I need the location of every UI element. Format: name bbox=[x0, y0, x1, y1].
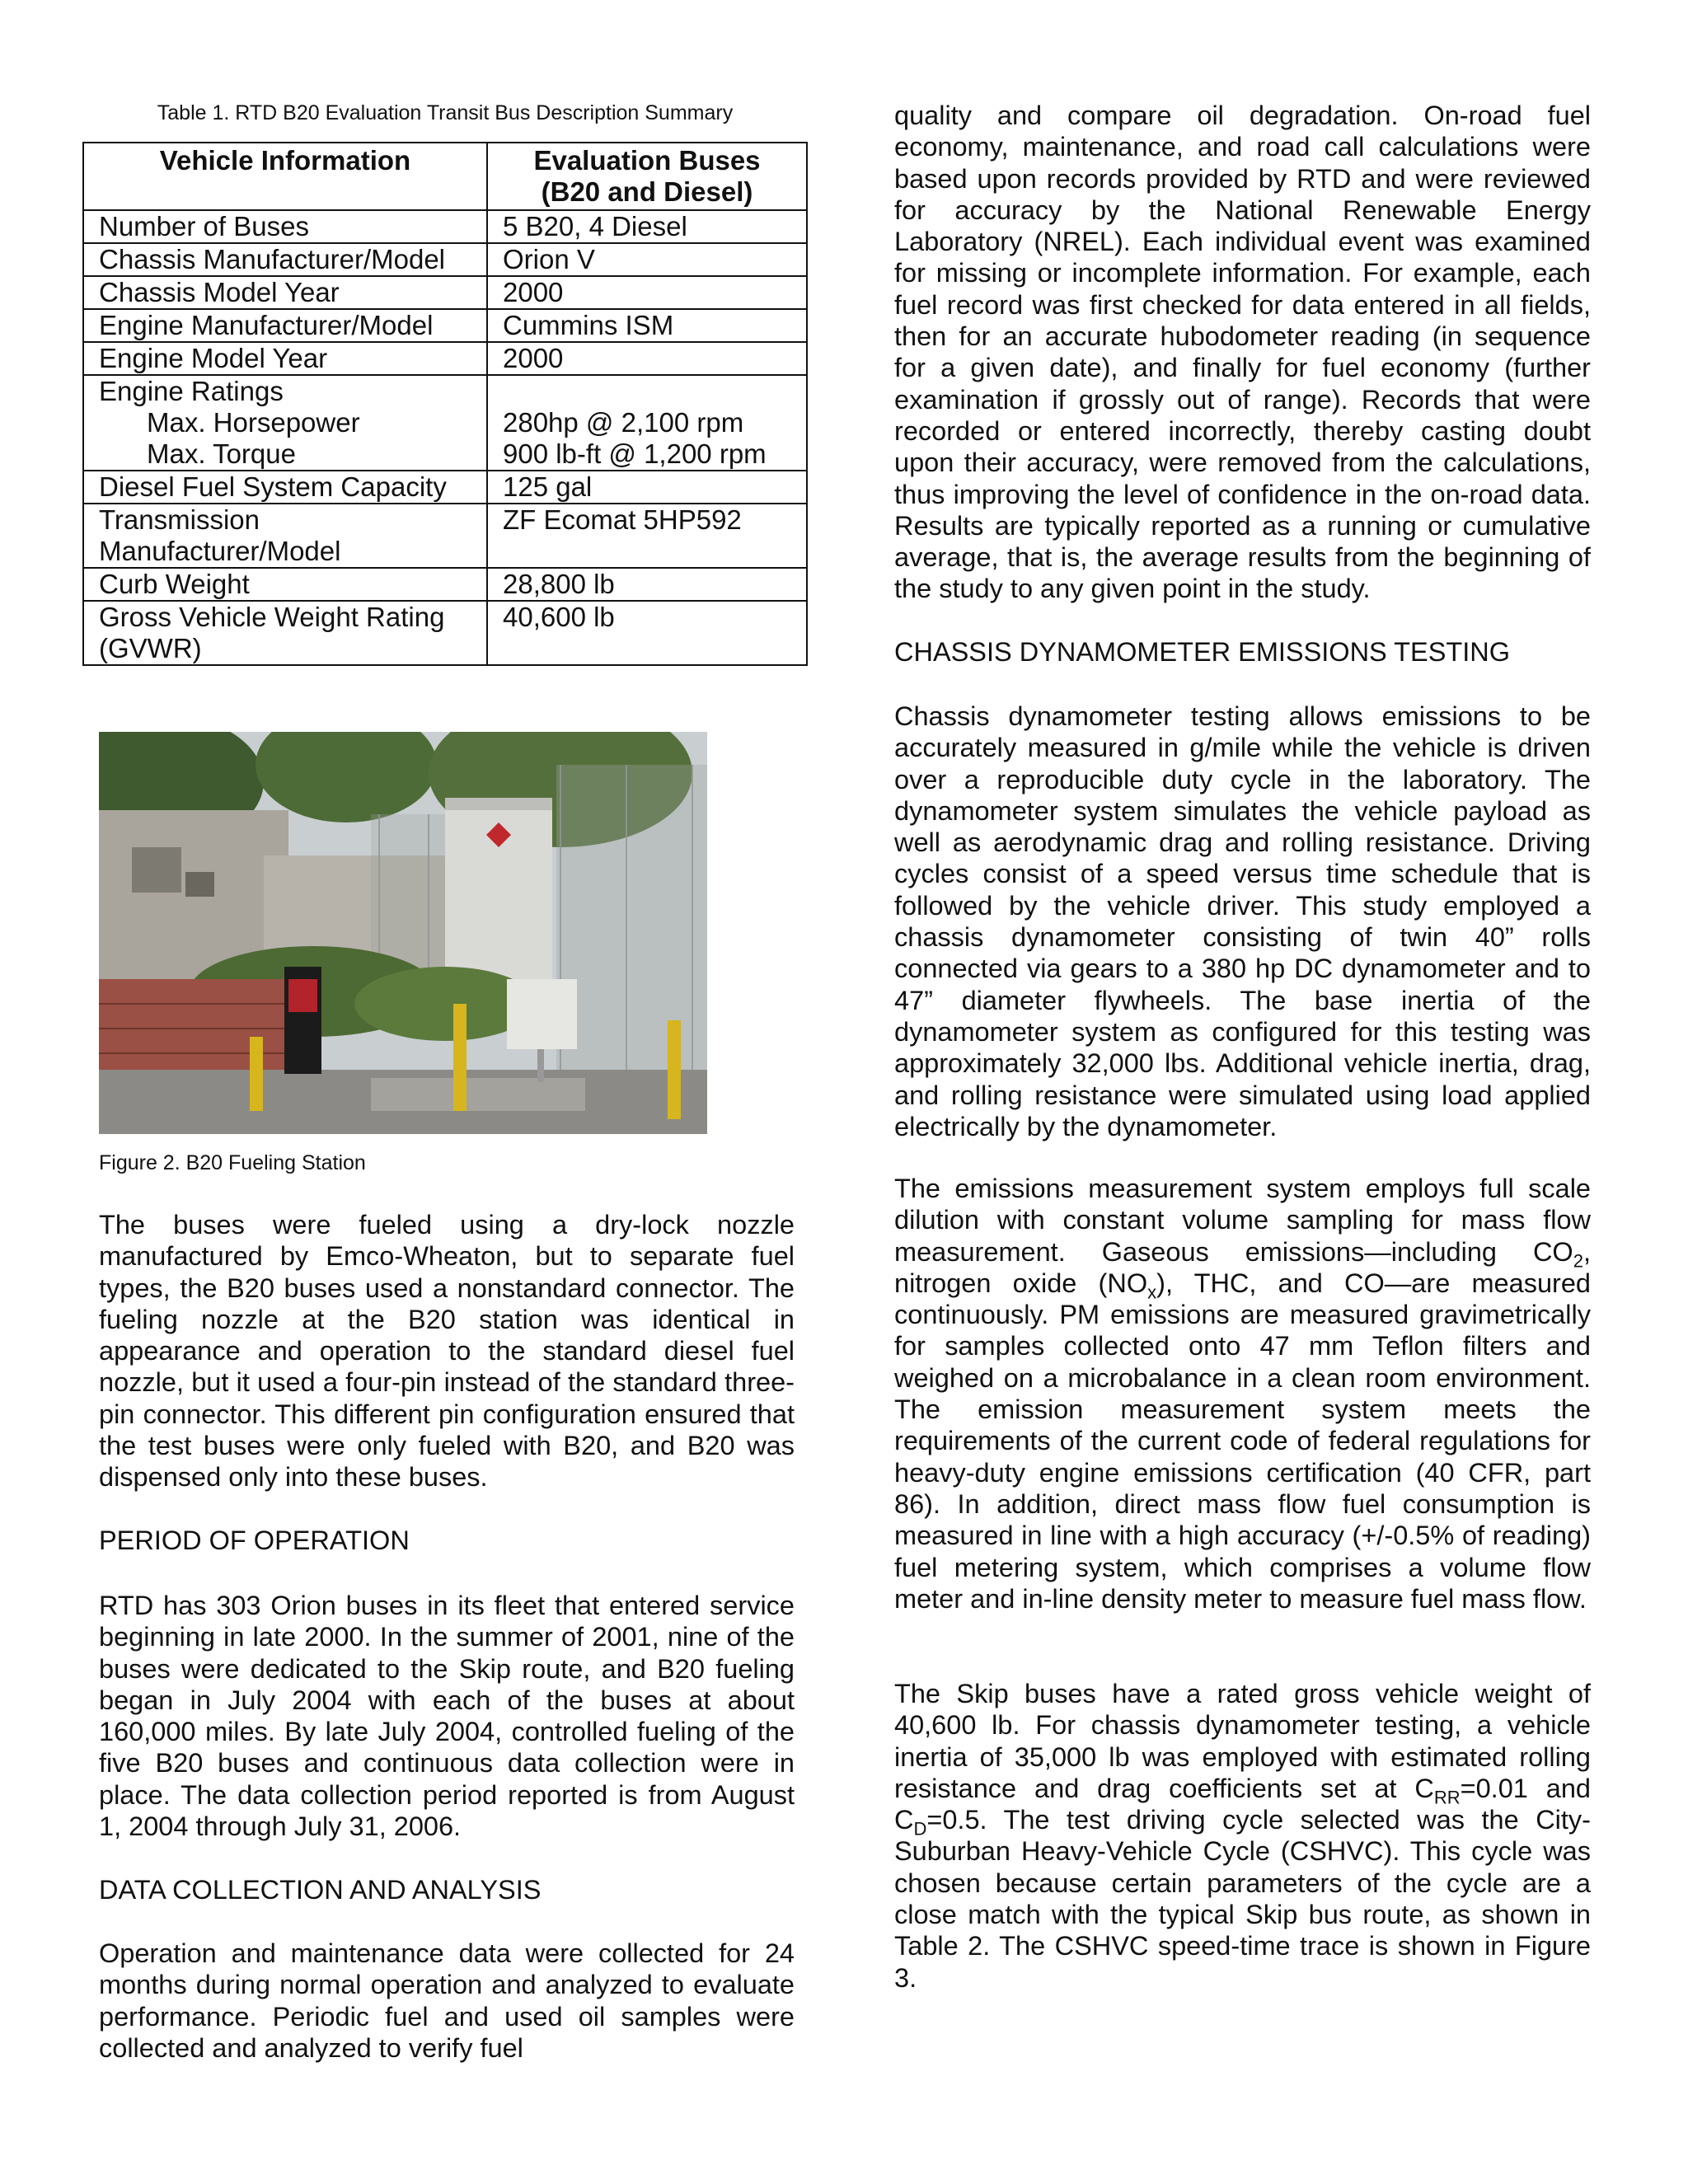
skip-text-a: The Skip buses have a rated gross vehicle weight of 40,600 lb. For chassis dynamometer testing, a vehicle inertia of 35,000 lb was employed with estimated rolling resistance and drag coefficients set at C bbox=[894, 1679, 1591, 1803]
table-cell-value: 125 gal bbox=[487, 471, 807, 504]
section-heading-dynamometer: CHASSIS DYNAMOMETER EMISSIONS TESTING bbox=[894, 637, 1511, 667]
table-header-cell: Evaluation Buses (B20 and Diesel) bbox=[487, 143, 807, 210]
table-cell-value: 40,600 lb bbox=[487, 601, 807, 665]
table-row bbox=[83, 568, 807, 601]
table-cell-label: Chassis Model Year bbox=[83, 276, 487, 309]
table-cell-label: Curb Weight bbox=[83, 568, 487, 601]
emissions-text-b: , nitrogen oxide (NO bbox=[894, 1236, 1591, 1298]
vehicle-info-table bbox=[82, 142, 808, 666]
table-row bbox=[83, 601, 807, 665]
paragraph-dynamometer: Chassis dynamometer testing allows emissions to be accurately measured in g/mile while the vehicle is driven over a reproducible duty cycle in the laboratory. The dynamometer system simulates the vehicle payload as well as aerodynamic drag and rolling resistance. Driving cycles consist of a speed versus time schedule that is followed by the vehicle driver. This study employed a chassis dynamometer consisting of twin 40” rolls connected via gears to a 380 hp DC dynamometer and to 47” diameter flywheels. The base inertia of the dynamometer system as configured for this testing was approximately 32,000 lbs. Additional vehicle inertia, drag, and rolling resistance were simulated using load applied electrically by the dynamometer. bbox=[894, 701, 1591, 1141]
emissions-text-a: The emissions measurement system employs full scale dilution with constant volume sampling for mass flow measurement. Gaseous emissions—including CO bbox=[894, 1174, 1591, 1267]
table-cell-label: Diesel Fuel System Capacity bbox=[83, 471, 487, 504]
max-horsepower-label: Max. Horsepower bbox=[147, 407, 360, 438]
table-cell-label: Chassis Manufacturer/Model bbox=[83, 243, 487, 276]
crr-subscript: RR bbox=[1433, 1787, 1461, 1808]
paragraph-fueling: The buses were fueled using a dry-lock nozzle manufactured by Emco-Wheaton, but to separate fuel types, the B20 buses used a nonstandard connector. The fueling nozzle at the B20 station was identical in appearance and operation to the standard diesel fuel nozzle, but it used a four-pin instead of the standard three-pin connector. This different pin configuration ensured that the test buses were only fueled with B20, and B20 was dispensed only into these buses. bbox=[99, 1210, 795, 1493]
max-horsepower-value: 280hp @ 2,100 rpm bbox=[503, 407, 744, 438]
table-header-cell: Vehicle Information bbox=[83, 143, 487, 210]
table-row bbox=[83, 276, 807, 309]
emissions-text-c: ), THC, and CO—are measured continuously. PM emissions are measured gravimetrically for samples collected onto 47 mm Teflon filters and weighed on a microbalance in a clean room environment. The emission measurement system meets the requirements of the current code of federal regulations for heavy-duty engine emissions certification (40 CFR, part 86). In addition, direct mass flow fuel consumption is measured in line with a high accuracy (+/-0.5% of reading) fuel metering system, which comprises a volume flow meter and in-line density meter to measure fuel mass flow. bbox=[894, 1268, 1591, 1614]
paragraph-skip-buses bbox=[894, 1678, 1591, 1994]
table-row bbox=[83, 309, 807, 342]
engine-ratings-label: Engine Ratings bbox=[99, 376, 284, 406]
table-row bbox=[83, 375, 807, 471]
table-cell-label: Number of Buses bbox=[83, 210, 487, 243]
table-row bbox=[83, 471, 807, 504]
table-cell-value: ZF Ecomat 5HP592 bbox=[487, 504, 807, 568]
cd-subscript: D bbox=[913, 1818, 927, 1840]
max-torque-label: Max. Torque bbox=[147, 438, 296, 469]
paragraph-emissions-system bbox=[894, 1173, 1591, 1615]
table-cell-label: Engine Manufacturer/Model bbox=[83, 309, 487, 342]
table-row bbox=[83, 504, 807, 568]
section-heading-period: PERIOD OF OPERATION bbox=[99, 1526, 410, 1555]
table-cell-label: Engine Model Year bbox=[83, 342, 487, 375]
table-row bbox=[83, 210, 807, 243]
figure-caption: Figure 2. B20 Fueling Station bbox=[99, 1151, 366, 1174]
table-cell-value: 2000 bbox=[487, 342, 807, 375]
table-cell-label: Gross Vehicle Weight Rating (GVWR) bbox=[83, 601, 487, 665]
table-cell-value: 5 B20, 4 Diesel bbox=[487, 210, 807, 243]
skip-text-c: =0.5. The test driving cycle selected was the City-Suburban Heavy-Vehicle Cycle (CSHVC). This cycle was chosen because certain parameters of the cycle are a close match with the typical Skip bus route, as shown in Table 2. The CSHVC speed-time trace is shown in Figure 3. bbox=[894, 1805, 1591, 1993]
table-cell-value bbox=[487, 375, 807, 471]
section-heading-data-collection: DATA COLLECTION AND ANALYSIS bbox=[99, 1875, 542, 1905]
co2-subscript: 2 bbox=[1573, 1250, 1583, 1272]
skip-text-b: =0.01 and C bbox=[894, 1773, 1591, 1835]
table-cell-label: Transmission Manufacturer/Model bbox=[83, 504, 487, 568]
table-header-row bbox=[83, 143, 807, 210]
table-caption: Table 1. RTD B20 Evaluation Transit Bus Description Summary bbox=[157, 101, 734, 124]
table-cell-label bbox=[83, 375, 487, 471]
fueling-station-photo bbox=[99, 732, 707, 1134]
max-torque-value: 900 lb-ft @ 1,200 rpm bbox=[503, 438, 767, 469]
table-cell-value: Cummins ISM bbox=[487, 309, 807, 342]
nox-subscript: x bbox=[1147, 1282, 1157, 1303]
table-row bbox=[83, 342, 807, 375]
table-cell-value: 28,800 lb bbox=[487, 568, 807, 601]
paragraph-period: RTD has 303 Orion buses in its fleet that entered service beginning in late 2000. In the summer of 2001, nine of the buses were dedicated to the Skip route, and B20 fueling began in July 2004 with each of the buses at about 160,000 miles. By late July 2004, controlled fueling of the five B20 buses and continuous data collection were in place. The data collection period reported is from August 1, 2004 through July 31, 2006. bbox=[99, 1591, 795, 1842]
paragraph-data-collection: Operation and maintenance data were collected for 24 months during normal operation and analyzed to evaluate performance. Periodic fuel and used oil samples were collected and analyzed to verify fuel bbox=[99, 1938, 795, 2063]
table-cell-value: Orion V bbox=[487, 243, 807, 276]
paragraph-data-quality: quality and compare oil degradation. On-road fuel economy, maintenance, and road call calculations were based upon records provided by RTD and were reviewed for accuracy by the National Renewable Energy Laboratory (NREL). Each individual event was examined for missing or incomplete information. For example, each fuel record was first checked for data entered in all fields, then for an accurate hubodometer reading (in sequence for a given date), and finally for fuel economy (further examination if grossly out of range). Records that were recorded or entered incorrectly, thereby casting doubt upon their accuracy, were removed from the calculations, thus improving the level of confidence in the on-road data. Results are typically reported as a running or cumulative average, that is, the average results from the beginning of the study to any given point in the study. bbox=[894, 101, 1591, 604]
table-row bbox=[83, 243, 807, 276]
table-cell-value: 2000 bbox=[487, 276, 807, 309]
